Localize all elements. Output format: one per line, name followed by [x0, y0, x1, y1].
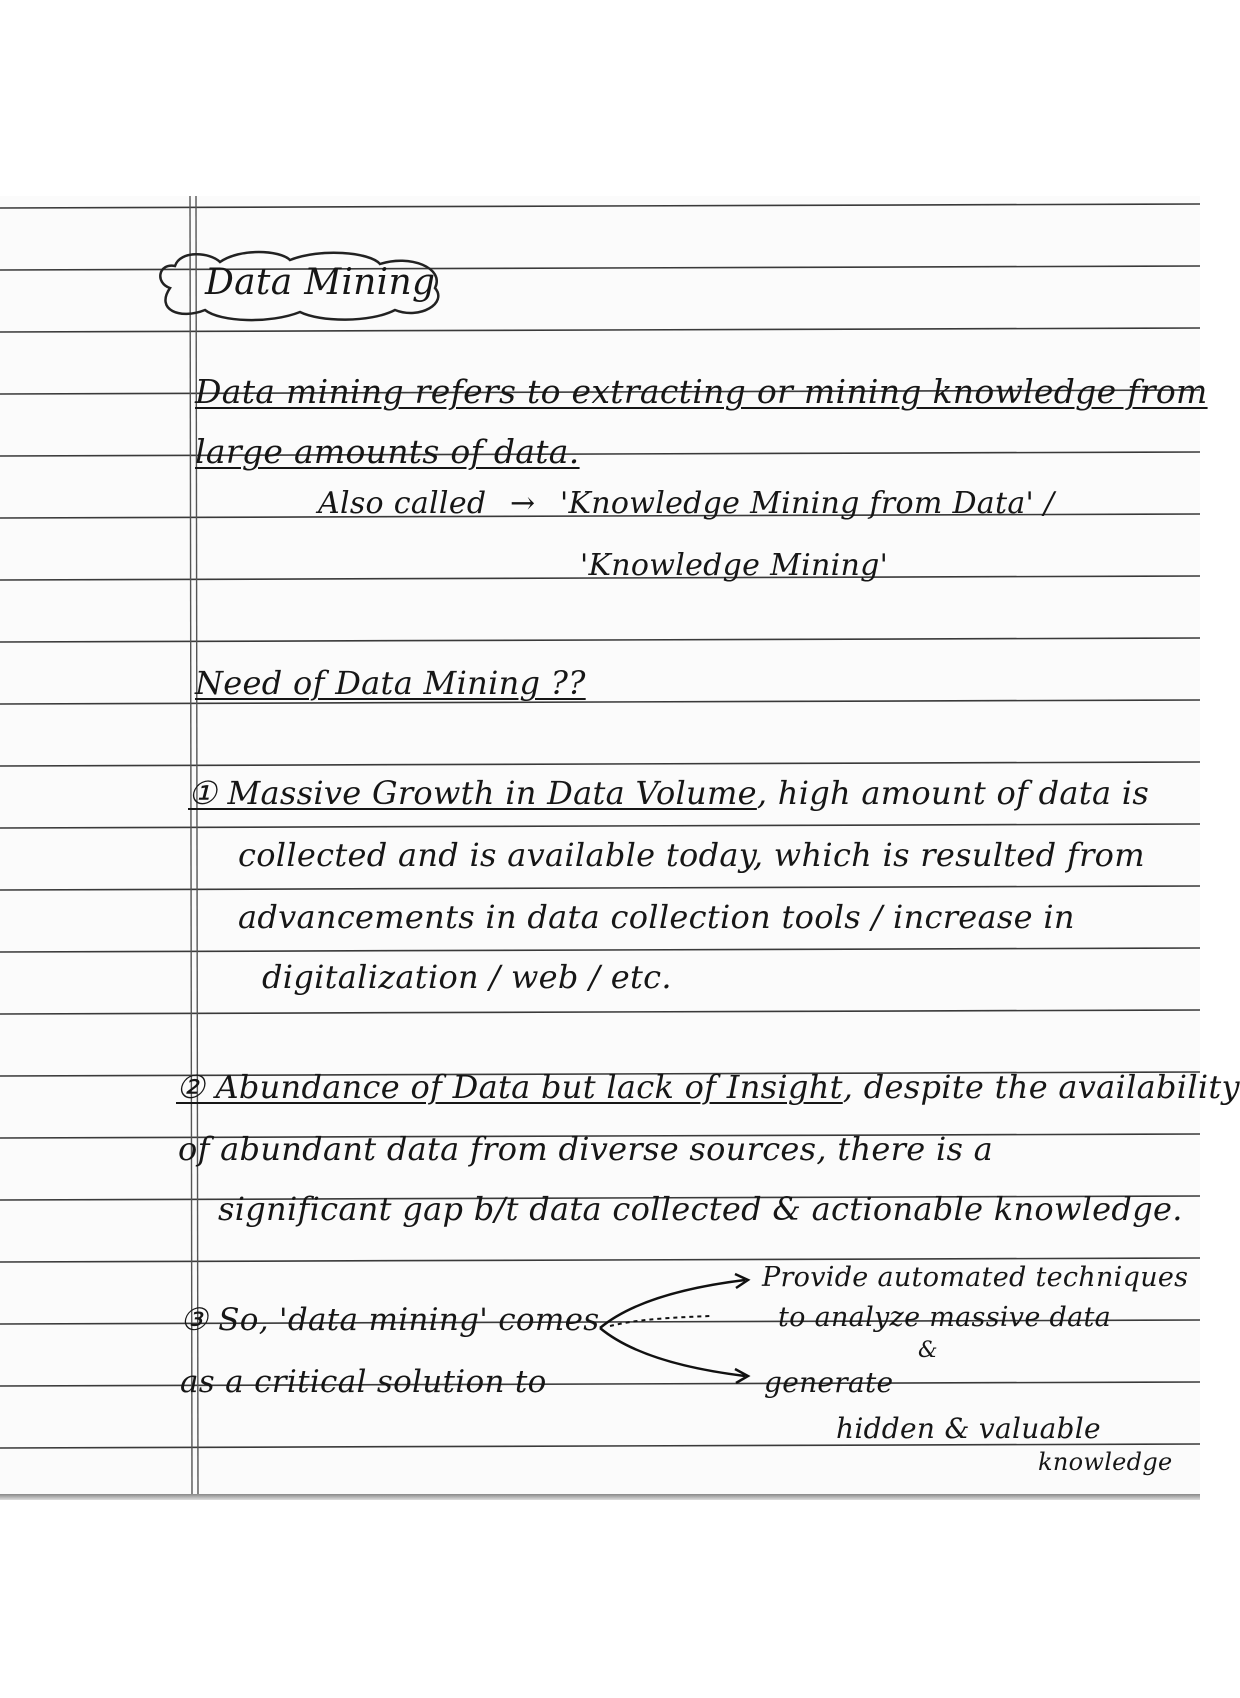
point1-line-2: collected and is available today, which is resulted from	[238, 836, 1145, 874]
point2-lead: ② Abundance of Data but lack of Insight	[176, 1068, 843, 1106]
also-called-label: Also called	[318, 486, 487, 521]
branch2-line-3: knowledge	[1038, 1448, 1173, 1476]
point2-line-2: of abundant data from diverse sources, there is a	[178, 1130, 994, 1168]
ruled-line	[0, 452, 1200, 456]
ruled-line	[0, 638, 1200, 642]
point1-rest: , high amount of data is	[756, 774, 1150, 812]
definition-line-2: large amounts of data.	[195, 432, 580, 471]
ruled-line	[0, 824, 1200, 828]
branch1-line-2: to analyze massive data	[778, 1302, 1112, 1333]
point3-line-1: ③ So, 'data mining' comes	[180, 1302, 600, 1338]
point2-line-1	[176, 1068, 1240, 1106]
point1-lead: ① Massive Growth in Data Volume	[188, 774, 757, 812]
also-called-value-1: 'Knowledge Mining from Data' /	[560, 486, 1055, 521]
point1-line-3: advancements in data collection tools / increase in	[238, 898, 1075, 936]
branch-arrows	[590, 1268, 760, 1388]
ruled-line	[0, 886, 1200, 890]
also-called-value-2: 'Knowledge Mining'	[580, 548, 889, 583]
branch1-line-1: Provide automated techniques	[762, 1262, 1189, 1293]
need-heading: Need of Data Mining ??	[195, 664, 586, 702]
definition-line-1: Data mining refers to extracting or mining knowledge from	[195, 372, 1208, 411]
point2-rest: , despite the availability	[842, 1068, 1240, 1106]
point3-line-2: as a critical solution to	[180, 1364, 547, 1400]
point1-line-4: digitalization / web / etc.	[262, 958, 672, 996]
ruled-line	[0, 328, 1200, 332]
point2-line-3: significant gap b/t data collected & actionable knowledge.	[218, 1190, 1183, 1228]
ruled-line	[0, 1010, 1200, 1014]
margin-line	[190, 196, 192, 1496]
ruled-line	[0, 762, 1200, 766]
page-title: Data Mining	[205, 262, 436, 303]
ruled-line	[0, 948, 1200, 952]
point1-line-1	[188, 774, 1149, 812]
branch2-line-1: generate	[764, 1366, 894, 1399]
ruled-line	[0, 204, 1200, 208]
branch-ampersand: &	[918, 1338, 938, 1363]
paper-edge	[0, 1494, 1200, 1500]
also-called-arrow: →	[510, 486, 536, 521]
branch2-line-2: hidden & valuable	[836, 1412, 1101, 1445]
ruled-line	[0, 700, 1200, 704]
